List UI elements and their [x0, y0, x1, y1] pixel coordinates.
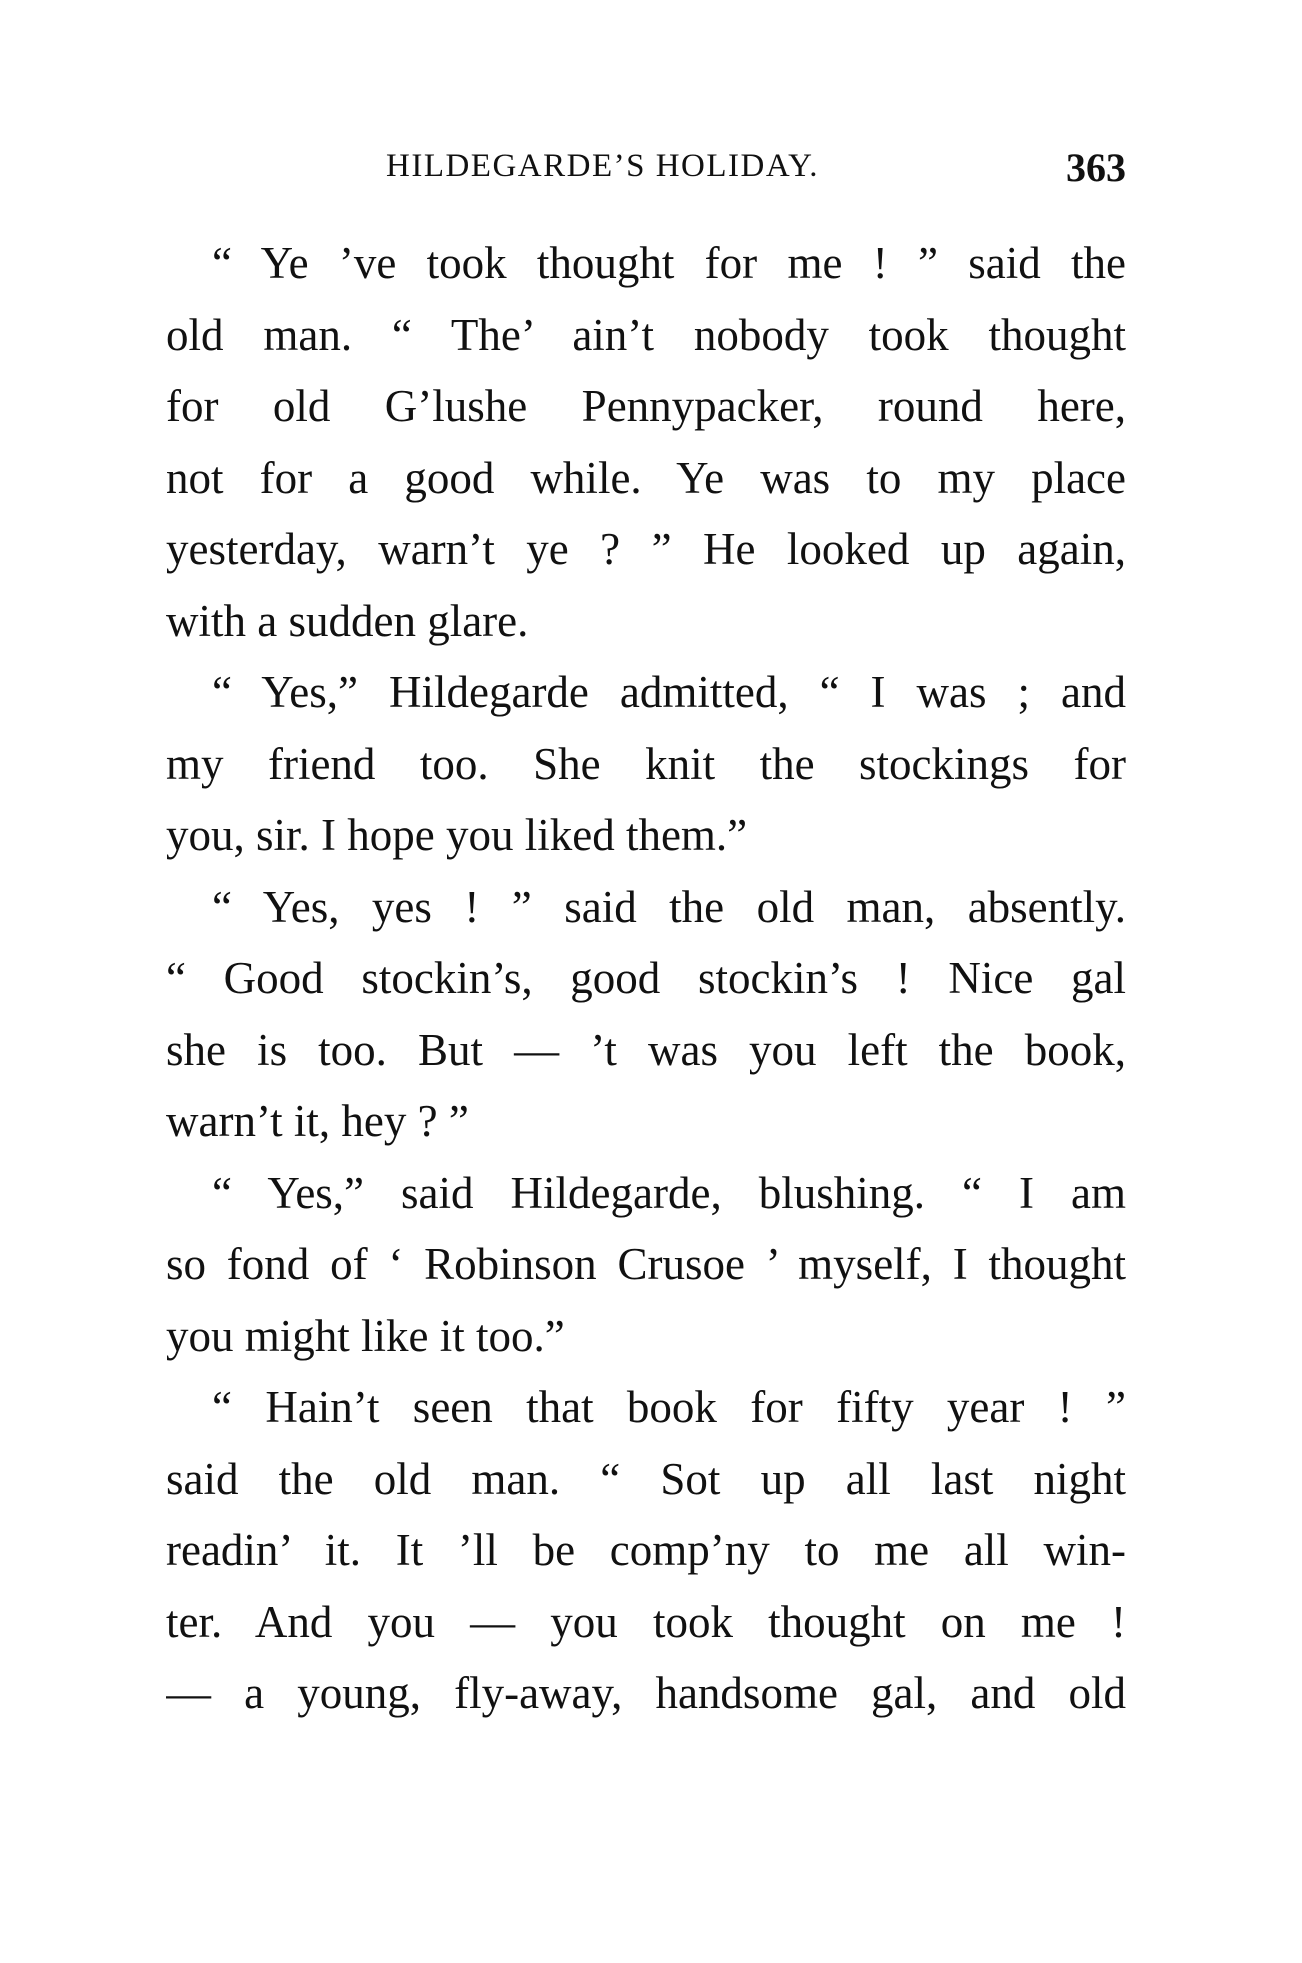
text-line: ter. And you — you took thought on me ! — [166, 1596, 1126, 1647]
text-line: readin’ it. It ’ll be comp’ny to me all win- — [166, 1525, 1126, 1575]
text-line: you might like it too.” — [166, 1310, 565, 1361]
text-line: so fond of ‘ Robinson Crusoe ’ myself, I thought — [166, 1239, 1126, 1289]
text-line: not for a good while. Ye was to my place — [166, 452, 1126, 503]
text-line: you, sir. I hope you liked them.” — [166, 810, 748, 860]
running-head — [166, 145, 1126, 198]
text-line: with a sudden glare. — [166, 595, 529, 646]
body-text — [166, 228, 1126, 1730]
text-line: “ Ye ’ve took thought for me ! ” said the — [212, 238, 1126, 288]
text-line: “ Good stockin’s, good stockin’s ! Nice gal — [166, 953, 1126, 1003]
text-line: “ Yes, yes ! ” said the old man, absently. — [212, 881, 1126, 932]
text-line: said the old man. “ Sot up all last night — [166, 1453, 1126, 1504]
text-line: for old G’lushe Pennypacker, round here, — [166, 381, 1126, 431]
running-title: HILDEGARDE’S HOLIDAY. — [386, 148, 819, 184]
text-line: yesterday, warn’t ye ? ” He looked up again, — [166, 524, 1126, 574]
text-line: she is too. But — ’t was you left the book, — [166, 1024, 1126, 1075]
text-line: “ Yes,” Hildegarde admitted, “ I was ; and — [212, 667, 1126, 717]
text-line: — a young, fly-away, handsome gal, and old — [166, 1668, 1126, 1718]
text-line: “ Hain’t seen that book for fifty year ! ” — [212, 1382, 1126, 1432]
text-line: warn’t it, hey ? ” — [166, 1096, 469, 1146]
page-number: 363 — [1066, 145, 1126, 190]
text-line: “ Yes,” said Hildegarde, blushing. “ I am — [212, 1167, 1126, 1218]
text-line: old man. “ The’ ain’t nobody took thought — [166, 309, 1126, 360]
text-line: my friend too. She knit the stockings for — [166, 738, 1126, 789]
